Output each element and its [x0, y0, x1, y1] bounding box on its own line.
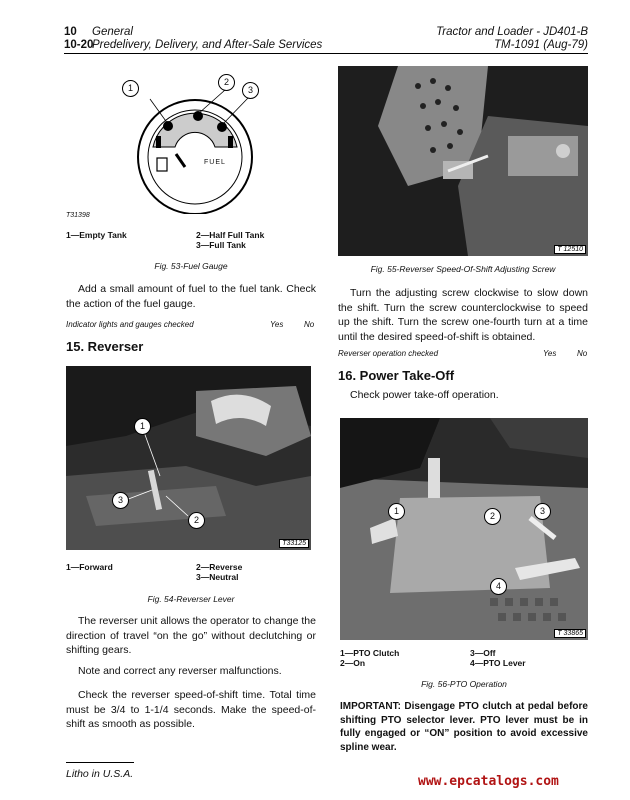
check2-yes[interactable]: Yes: [543, 349, 557, 358]
fig54-key-1: 1—Forward: [66, 562, 113, 572]
pto-intro: Check power take-off operation.: [350, 389, 499, 401]
section-16-title: 16. Power Take-Off: [338, 368, 455, 383]
reverser-paragraph-1: The reverser unit allows the operator to change the direction of travel “on the go” without declutching or shifting gears.: [66, 615, 316, 656]
fig55-code: T 12510: [554, 245, 586, 254]
fig53-key-2: 2—Half Full Tank: [196, 230, 265, 240]
section-15-title: 15. Reverser: [66, 339, 144, 354]
watermark: www.epcatalogs.com: [418, 774, 559, 789]
reverser-lever-photo: [66, 366, 311, 550]
callout-1: 1: [134, 418, 151, 435]
callout-2: 2: [218, 74, 235, 91]
fuel-paragraph: Add a small amount of fuel to the fuel tank. Check the action of the fuel gauge.: [66, 283, 316, 310]
check1-yes[interactable]: Yes: [270, 320, 284, 329]
footer-litho: Litho in U.S.A.: [66, 768, 134, 780]
page-number: 10: [64, 26, 77, 38]
callout-2: 2: [484, 508, 501, 525]
reverser-paragraph-3: Check the reverser speed-of-shift time. Total time must be 3/4 to 1-1/4 seconds. Make the speed-of-shift as smooth as possible.: [66, 689, 316, 730]
fig54-caption: Fig. 54-Reverser Lever: [147, 594, 235, 604]
check2-label: Reverser operation checked: [338, 349, 439, 358]
pto-operation-photo: [340, 418, 588, 640]
callout-3: 3: [112, 492, 129, 509]
fig56-caption: Fig. 56-PTO Operation: [421, 679, 507, 689]
fig56-key-1: 1—PTO Clutch: [340, 648, 400, 658]
reverser-paragraph-2: Note and correct any reverser malfunctions.: [78, 665, 282, 677]
adjusting-screw-photo: [338, 66, 588, 256]
fig55-caption: Fig. 55-Reverser Speed-Of-Shift Adjusting Screw: [370, 264, 556, 274]
fig56-key-2: 2—On: [340, 658, 366, 668]
fig56-code: T 33865: [554, 629, 586, 638]
callout-2: 2: [188, 512, 205, 529]
check1-no[interactable]: No: [304, 320, 315, 329]
footer-rule: [66, 762, 134, 763]
fig54-code: T33125: [279, 539, 309, 548]
callout-4: 4: [490, 578, 507, 595]
check1-label: Indicator lights and gauges checked: [66, 320, 194, 329]
fig53-key-3: 3—Full Tank: [196, 240, 246, 250]
fig54-key-3: 3—Neutral: [196, 572, 239, 582]
callout-1: 1: [388, 503, 405, 520]
tm-number: TM-1091 (Aug-79): [494, 39, 588, 51]
check2-no[interactable]: No: [577, 349, 588, 358]
fig53-code: T31398: [66, 212, 90, 219]
fig53-key-1: 1—Empty Tank: [66, 230, 127, 240]
callout-3: 3: [534, 503, 551, 520]
callout-1: 1: [122, 80, 139, 97]
section-name: General: [92, 26, 133, 38]
subsection-number: 10-20: [64, 39, 94, 51]
model-title: Tractor and Loader - JD401-B: [436, 26, 588, 38]
fig53-caption: Fig. 53-Fuel Gauge: [154, 261, 228, 271]
header-rule: [64, 53, 588, 54]
fuel-gauge-figure: [110, 74, 280, 214]
fig56-key-3: 3—Off: [470, 648, 496, 658]
important-note: IMPORTANT: Disengage PTO clutch at pedal before shifting PTO selector lever. PTO lever must be in fully engaged or “ON” position to avoid excessive spline wear.: [340, 701, 588, 753]
adjust-paragraph: Turn the adjusting screw clockwise to slow down the shift. Turn the screw counterclockwise to speed up the shift. Turn the screw one-fourth turn at a time until the desired speed-of-shift is obtained.: [338, 287, 588, 343]
gauge-fuel-label: FUEL: [204, 159, 226, 166]
fig56-key-4: 4—PTO Lever: [470, 658, 526, 668]
callout-3: 3: [242, 82, 259, 99]
subsection-title: Predelivery, Delivery, and After-Sale Services: [92, 39, 323, 51]
fig54-key-2: 2—Reverse: [196, 562, 243, 572]
